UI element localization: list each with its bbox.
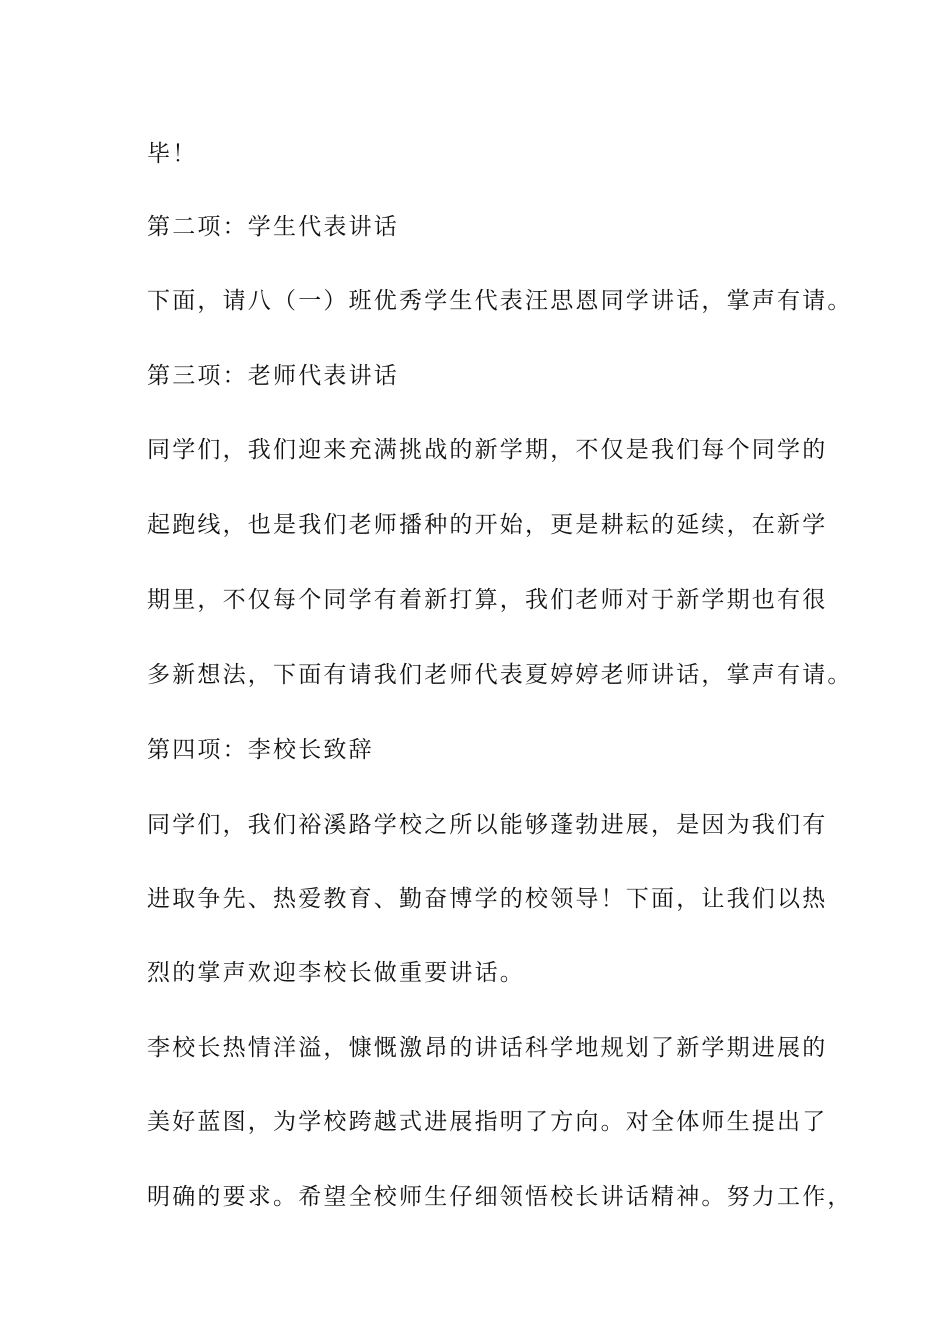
section-heading-student-speech: 第二项：学生代表讲话 [147,214,399,240]
paragraph-line: 同学们，我们迎来充满挑战的新学期，不仅是我们每个同学的 [147,437,828,463]
section-heading-principal-speech: 第四项：李校长致辞 [147,737,374,763]
paragraph-line: 李校长热情洋溢，慷慨激昂的讲话科学地规划了新学期进展的 [147,1035,828,1061]
section-heading-teacher-speech: 第三项：老师代表讲话 [147,363,399,389]
paragraph-line: 烈的掌声欢迎李校长做重要讲话。 [147,960,525,986]
paragraph-line: 进取争先、热爱教育、勤奋博学的校领导！下面，让我们以热 [147,886,828,912]
paragraph-line: 同学们，我们裕溪路学校之所以能够蓬勃进展，是因为我们有 [147,812,828,838]
paragraph-line: 多新想法，下面有请我们老师代表夏婷婷老师讲话，掌声有请。 [147,662,853,688]
text-line-continuation: 毕！ [147,141,198,167]
paragraph-line: 下面，请八（一）班优秀学生代表汪思恩同学讲话，掌声有请。 [147,288,853,314]
paragraph-line: 明确的要求。希望全校师生仔细领悟校长讲话精神。努力工作， [147,1184,853,1210]
paragraph-line: 美好蓝图，为学校跨越式进展指明了方向。对全体师生提出了 [147,1109,828,1135]
paragraph-line: 期里，不仅每个同学有着新打算，我们老师对于新学期也有很 [147,587,828,613]
paragraph-line: 起跑线，也是我们老师播种的开始，更是耕耘的延续，在新学 [147,512,828,538]
